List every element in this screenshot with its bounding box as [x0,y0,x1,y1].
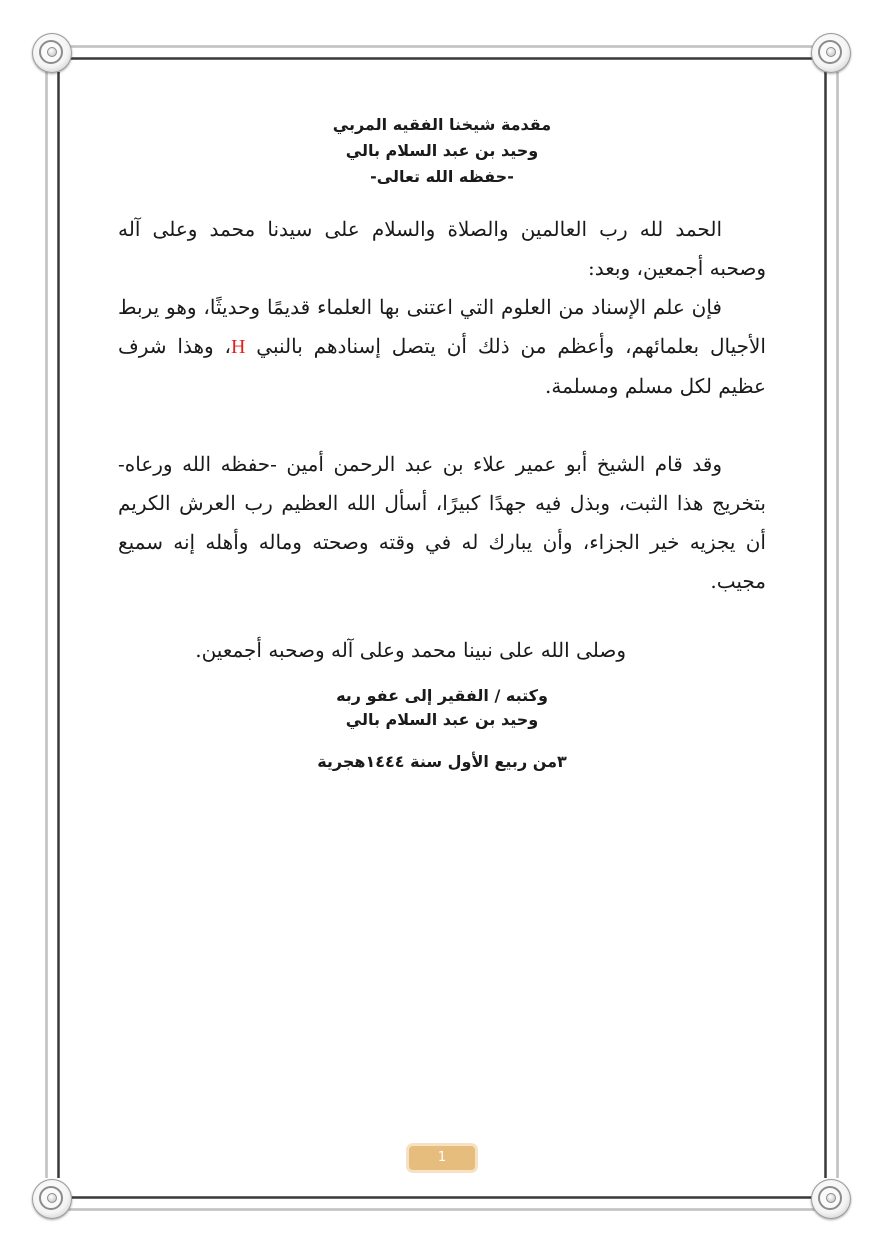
frame-top-outer-line [68,45,816,48]
paragraph-acknowledgement: وقد قام الشيخ أبو عمير علاء بن عبد الرحمن أمين -حفظه الله ورعاه- بتخريج هذا الثبت، وبذل فيه جهدًا كبيرًا، أسأل الله العظيم رب العرش الكريم أن يجزيه خير الجزاء، وأن يبارك له في وقته وصحته وماله وأهله إنه سميع مجيب. [118,452,766,593]
signature-line: وكتبه / الفقير إلى عفو ربه [336,686,548,705]
corner-ornament-bottom-right-icon [811,1179,851,1219]
paragraph-isnad-text-after: ، وهذا شرف عظيم لكل مسلم ومسلمة. [118,334,766,398]
page-number-badge: 1 [409,1146,475,1170]
corner-ornament-top-right-icon [811,33,851,73]
corner-ornament-bottom-left-icon [32,1179,72,1219]
heading-honorific: -حفظه الله تعالى- [370,167,514,186]
frame-left-outer-line [45,72,48,1178]
signature-author-name: وحيد بن عبد السلام بالي [345,710,539,729]
salutation-symbol: H [230,336,246,358]
frame-left-inner-line [57,72,60,1178]
frame-top-inner-line [68,57,816,60]
frame-right-outer-line [836,72,839,1178]
heading-title: مقدمة شيخنا الفقيه المربي [332,115,552,134]
paragraph-isnad-text-before: فإن علم الإسناد من العلوم التي اعتنى بها العلماء قديمًا وحديثًا، وهو يربط الأجيال بعلمائهم، وأعظم من ذلك أن يتصل إسنادهم بالنبي [118,295,766,358]
paragraph-opening-praise: الحمد لله رب العالمين والصلاة والسلام على سيدنا محمد وعلى آله وصحبه أجمعين، وبعد: [118,217,766,280]
signature-block [118,684,766,774]
signature-date: ٣من ربيع الأول سنة ١٤٤٤هجرية [317,752,567,771]
page-content [118,112,766,774]
frame-bottom-inner-line [68,1196,816,1199]
closing-prayer: وصلى الله على نبينا محمد وعلى آله وصحبه أجمعين. [195,638,626,662]
frame-right-inner-line [824,72,827,1178]
introduction-heading [118,112,766,190]
corner-ornament-top-left-icon [32,33,72,73]
paragraph-isnad [118,288,766,406]
heading-author-name: وحيد بن عبد السلام بالي [345,141,539,160]
frame-bottom-outer-line [68,1208,816,1211]
